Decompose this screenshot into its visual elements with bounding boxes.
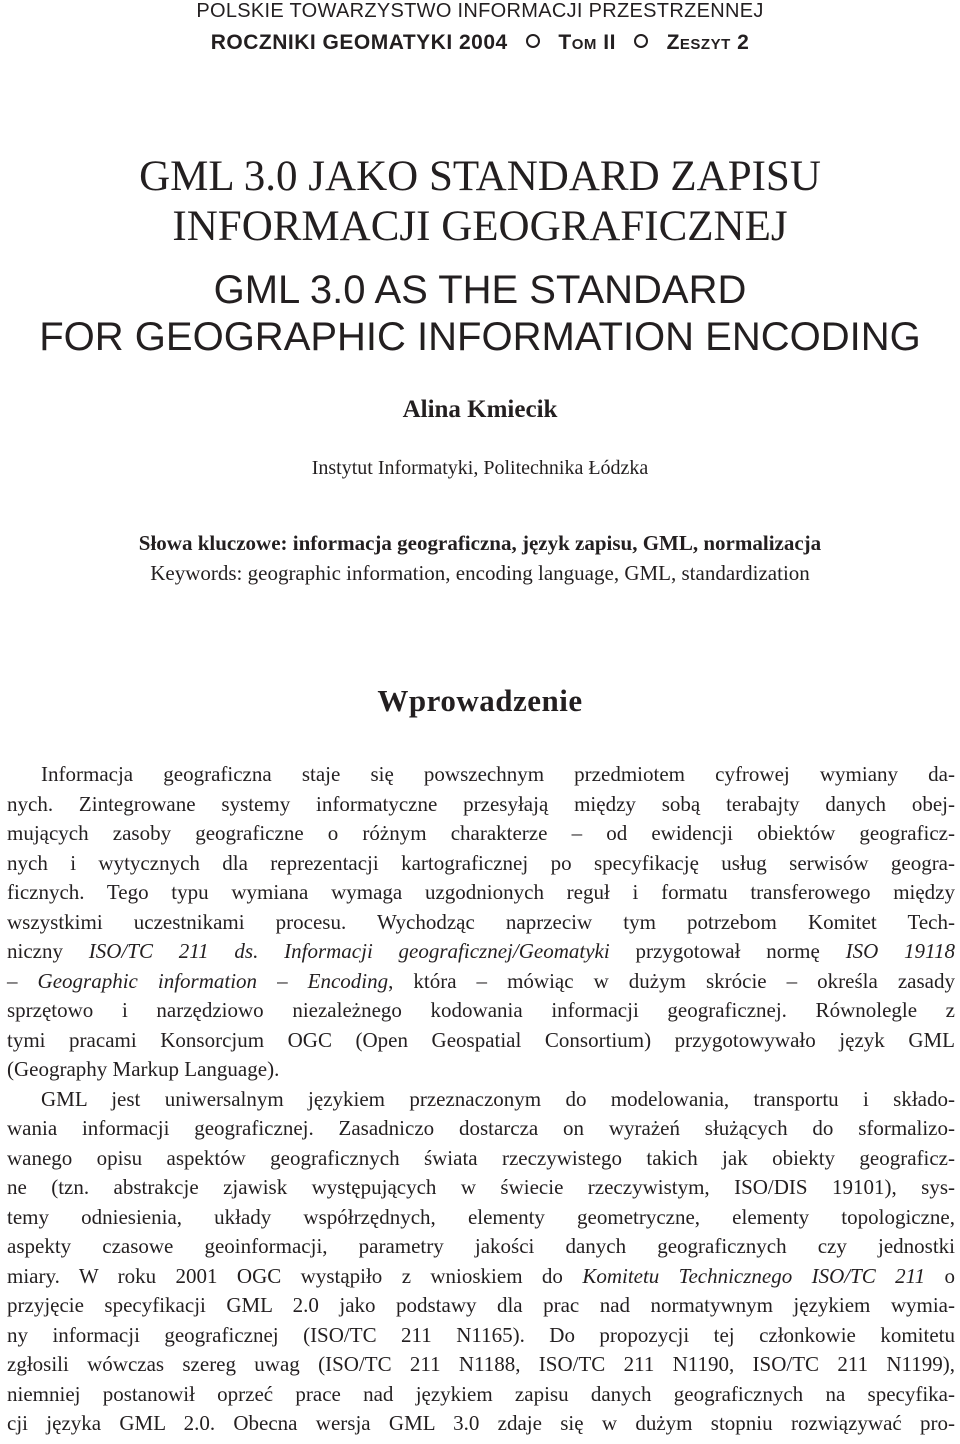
keywords-polish: Słowa kluczowe: informacja geograficzna, język zapisu, GML, normalizacja bbox=[138, 531, 822, 555]
body-line bbox=[7, 937, 955, 967]
keywords-english: Keywords: geographic information, encoding language, GML, standardization bbox=[150, 561, 810, 585]
body-line: tymi pracami Konsorcjum OGC (Open Geospatial Consortium) przygotowywało język GML bbox=[7, 1027, 955, 1052]
body-text-run: przygotował normę bbox=[609, 939, 846, 963]
body-line: GML jest uniwersalnym językiem przeznaczonym do modelowania, transportu i składo- bbox=[41, 1086, 955, 1111]
body-line bbox=[7, 1262, 955, 1292]
body-line: temy odniesienia, układy współrzędnych, elementy geometryczne, elementy topologiczne, bbox=[7, 1204, 955, 1229]
society-header: POLSKIE TOWARZYSTWO INFORMACJI PRZESTRZENNEJ bbox=[196, 0, 764, 22]
title-polish-line: GML 3.0 JAKO STANDARD ZAPISU bbox=[139, 153, 821, 200]
body-text-italic: Komitetu Technicznego ISO/TC 211 bbox=[582, 1263, 926, 1288]
body-text-italic: – Geographic information – Encoding bbox=[7, 968, 389, 993]
title-english-line: GML 3.0 AS THE STANDARD bbox=[213, 268, 747, 312]
journal-header bbox=[0, 31, 960, 55]
title-english bbox=[0, 267, 960, 361]
body-text-italic: ISO 19118 bbox=[845, 939, 955, 963]
body-line: wanego opisu aspektów geograficznych świata rzeczywistego takich jak obiekty geograficz- bbox=[7, 1145, 955, 1170]
body-line: nych i wytycznych dla reprezentacji kartograficznej po specyfikację usług serwisów geogra- bbox=[7, 850, 955, 875]
title-polish bbox=[0, 152, 960, 252]
title-english-line: FOR GEOGRAPHIC INFORMATION ENCODING bbox=[39, 315, 921, 359]
body-line: wszystkimi uczestnikami procesu. Wychodząc naprzeciw tym potrzebom Komitet Tech- bbox=[7, 909, 955, 934]
body-text-run: o bbox=[925, 1263, 955, 1288]
body-line: ne (tzn. abstrakcje zjawisk występujących w świecie rzeczywistym, ISO/DIS 19101), sys- bbox=[7, 1175, 955, 1199]
body-text-italic: ISO/TC 211 ds. Informacji geograficznej/Geomatyki bbox=[88, 939, 610, 963]
body-text-run: niczny bbox=[7, 939, 89, 963]
body-line bbox=[7, 967, 955, 997]
body-text-run: , która – mówiąc w dużym skrócie – określa zasady bbox=[388, 968, 955, 993]
issue-label: Zeszyt 2 bbox=[666, 31, 750, 54]
body-text-run: miary. W roku 2001 OGC wystąpiło z wnioskiem do bbox=[7, 1263, 583, 1288]
body-line: nych. Zintegrowane systemy informatyczne przesyłają między sobą terabajty danych obej- bbox=[7, 791, 955, 816]
body-line: zgłosili wówczas szereg uwag (ISO/TC 211 N1188, ISO/TC 211 N1190, ISO/TC 211 N1199), bbox=[7, 1352, 955, 1376]
body-line: Informacja geograficzna staje się powszechnym przedmiotem cyfrowej wymiany da- bbox=[41, 762, 955, 786]
section-heading: Wprowadzenie bbox=[377, 683, 583, 718]
body-line: mujących zasoby geograficzne o różnym charakterze – od ewidencji obiektów geograficz- bbox=[7, 821, 955, 845]
author-name: Alina Kmiecik bbox=[402, 396, 558, 423]
body-line: ny informacji geograficznej (ISO/TC 211 N1165). Do propozycji tej członkowie komitetu bbox=[7, 1322, 955, 1347]
body-line: ficznych. Tego typu wymiana wymaga uzgodnionych reguł i formatu transferowego między bbox=[7, 880, 955, 904]
volume-label: Tom II bbox=[558, 31, 616, 54]
body-line: cji języka GML 2.0. Obecna wersja GML 3.0 zdaje się w dużym stopniu rozwiązywać pro- bbox=[7, 1411, 955, 1435]
body-line: wania informacji geograficznej. Zasadniczo dostarcza on wyrażeń służących do sformalizo- bbox=[7, 1116, 955, 1140]
body-line: niemniej postanowił oprzeć prace nad językiem zapisu danych geograficznych na specyfika- bbox=[7, 1381, 955, 1406]
body-line: aspekty czasowe geoinformacji, parametry jakości danych geograficznych czy jednostki bbox=[7, 1234, 955, 1258]
journal-name: ROCZNIKI GEOMATYKI 2004 bbox=[210, 31, 508, 54]
title-polish-line: INFORMACJI GEOGRAFICZNEJ bbox=[172, 203, 788, 250]
body-line: sprzętowo i narzędziowo niezależnego kodowania informacji geograficznej. Równolegle z bbox=[7, 998, 955, 1022]
author-affiliation: Instytut Informatyki, Politechnika Łódzka bbox=[311, 457, 649, 479]
body-line: przyjęcie specyfikacji GML 2.0 jako podstawy dla prac nad normatywnym językiem wymia- bbox=[7, 1293, 955, 1317]
bullet-separator-icon bbox=[526, 34, 540, 48]
body-line: (Geography Markup Language). bbox=[7, 1057, 280, 1081]
bullet-separator-icon bbox=[634, 34, 648, 48]
body-text bbox=[7, 760, 955, 1439]
